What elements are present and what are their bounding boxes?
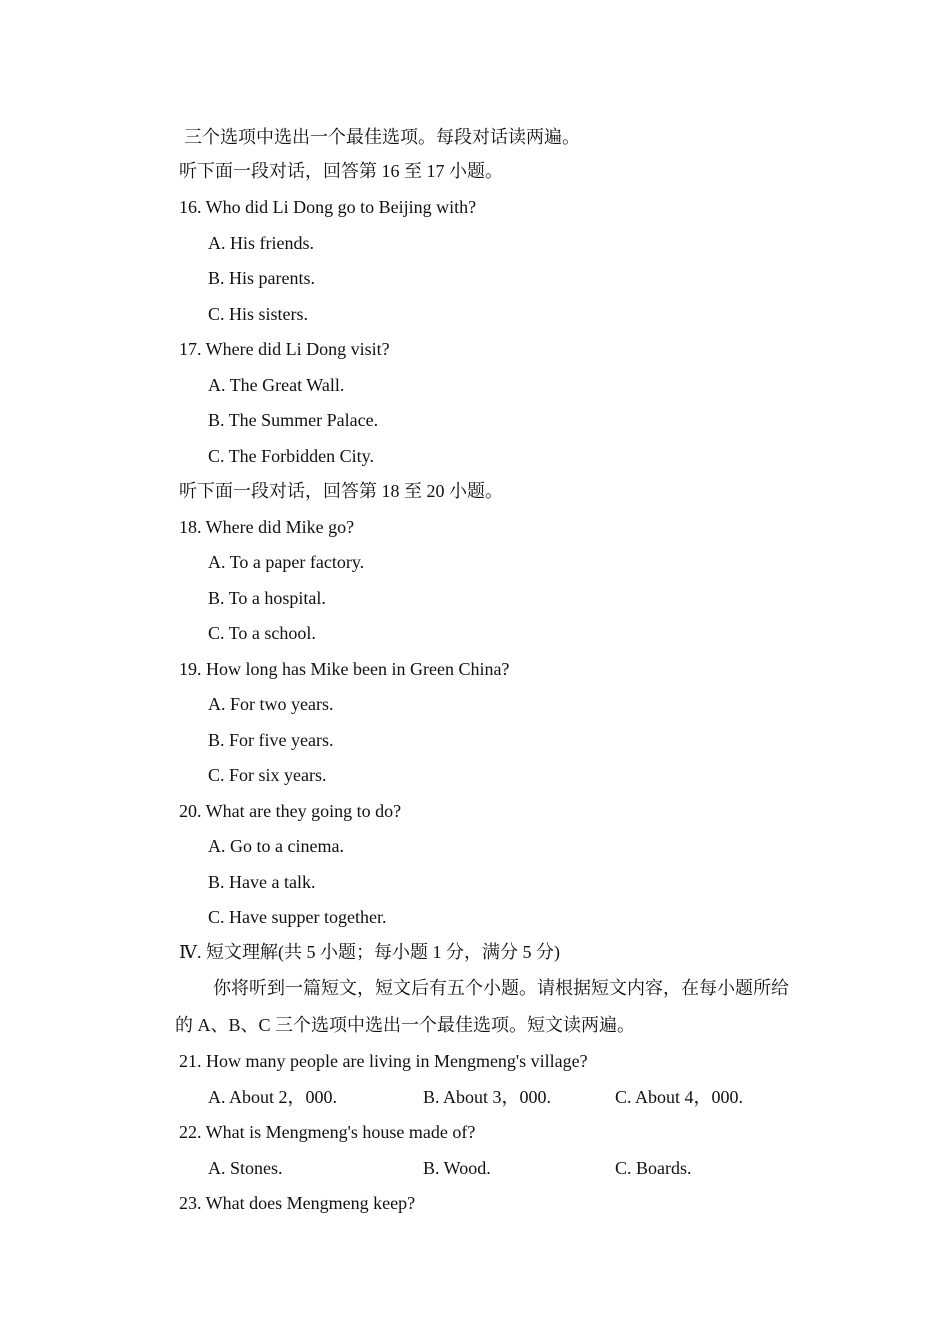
option-21c: C. About 4，000. <box>615 1087 744 1107</box>
question-16: 16. Who did Li Dong go to Beijing with? <box>179 197 477 217</box>
option-22a: A. Stones. <box>208 1158 283 1178</box>
option-19c: C. For six years. <box>208 765 327 785</box>
dialogue1-instruction: 听下面一段对话，回答第 16 至 17 小题。 <box>179 161 503 181</box>
option-16b: B. His parents. <box>208 268 315 288</box>
option-18c: C. To a school. <box>208 623 316 643</box>
intro-instruction: 三个选项中选出一个最佳选项。每段对话读两遍。 <box>184 127 580 147</box>
option-19a: A. For two years. <box>208 694 334 714</box>
option-17a: A. The Great Wall. <box>208 375 345 395</box>
section4-heading: Ⅳ. 短文理解(共 5 小题；每小题 1 分，满分 5 分) <box>179 942 560 962</box>
option-20a: A. Go to a cinema. <box>208 836 344 856</box>
option-21b: B. About 3，000. <box>423 1087 552 1107</box>
option-17c: C. The Forbidden City. <box>208 446 374 466</box>
question-20: 20. What are they going to do? <box>179 801 402 821</box>
option-16c: C. His sisters. <box>208 304 309 324</box>
question-19: 19. How long has Mike been in Green China? <box>179 659 510 679</box>
question-23: 23. What does Mengmeng keep? <box>179 1193 416 1213</box>
option-18a: A. To a paper factory. <box>208 552 365 572</box>
question-17: 17. Where did Li Dong visit? <box>179 339 390 359</box>
option-18b: B. To a hospital. <box>208 588 326 608</box>
option-20c: C. Have supper together. <box>208 907 387 927</box>
option-19b: B. For five years. <box>208 730 334 750</box>
dialogue2-instruction: 听下面一段对话，回答第 18 至 20 小题。 <box>179 481 503 501</box>
option-16a: A. His friends. <box>208 233 314 253</box>
section4-instruction-line1: 你将听到一篇短文，短文后有五个小题。请根据短文内容，在每小题所给 <box>213 978 789 998</box>
option-20b: B. Have a talk. <box>208 872 316 892</box>
question-22: 22. What is Mengmeng's house made of? <box>179 1122 476 1142</box>
question-21: 21. How many people are living in Mengmeng's village? <box>179 1051 588 1071</box>
question-18: 18. Where did Mike go? <box>179 517 355 537</box>
section4-instruction-line2: 的 A、B、C 三个选项中选出一个最佳选项。短文读两遍。 <box>175 1015 636 1035</box>
option-21a: A. About 2，000. <box>208 1087 338 1107</box>
option-22b: B. Wood. <box>423 1158 491 1178</box>
option-17b: B. The Summer Palace. <box>208 410 379 430</box>
option-22c: C. Boards. <box>615 1158 692 1178</box>
